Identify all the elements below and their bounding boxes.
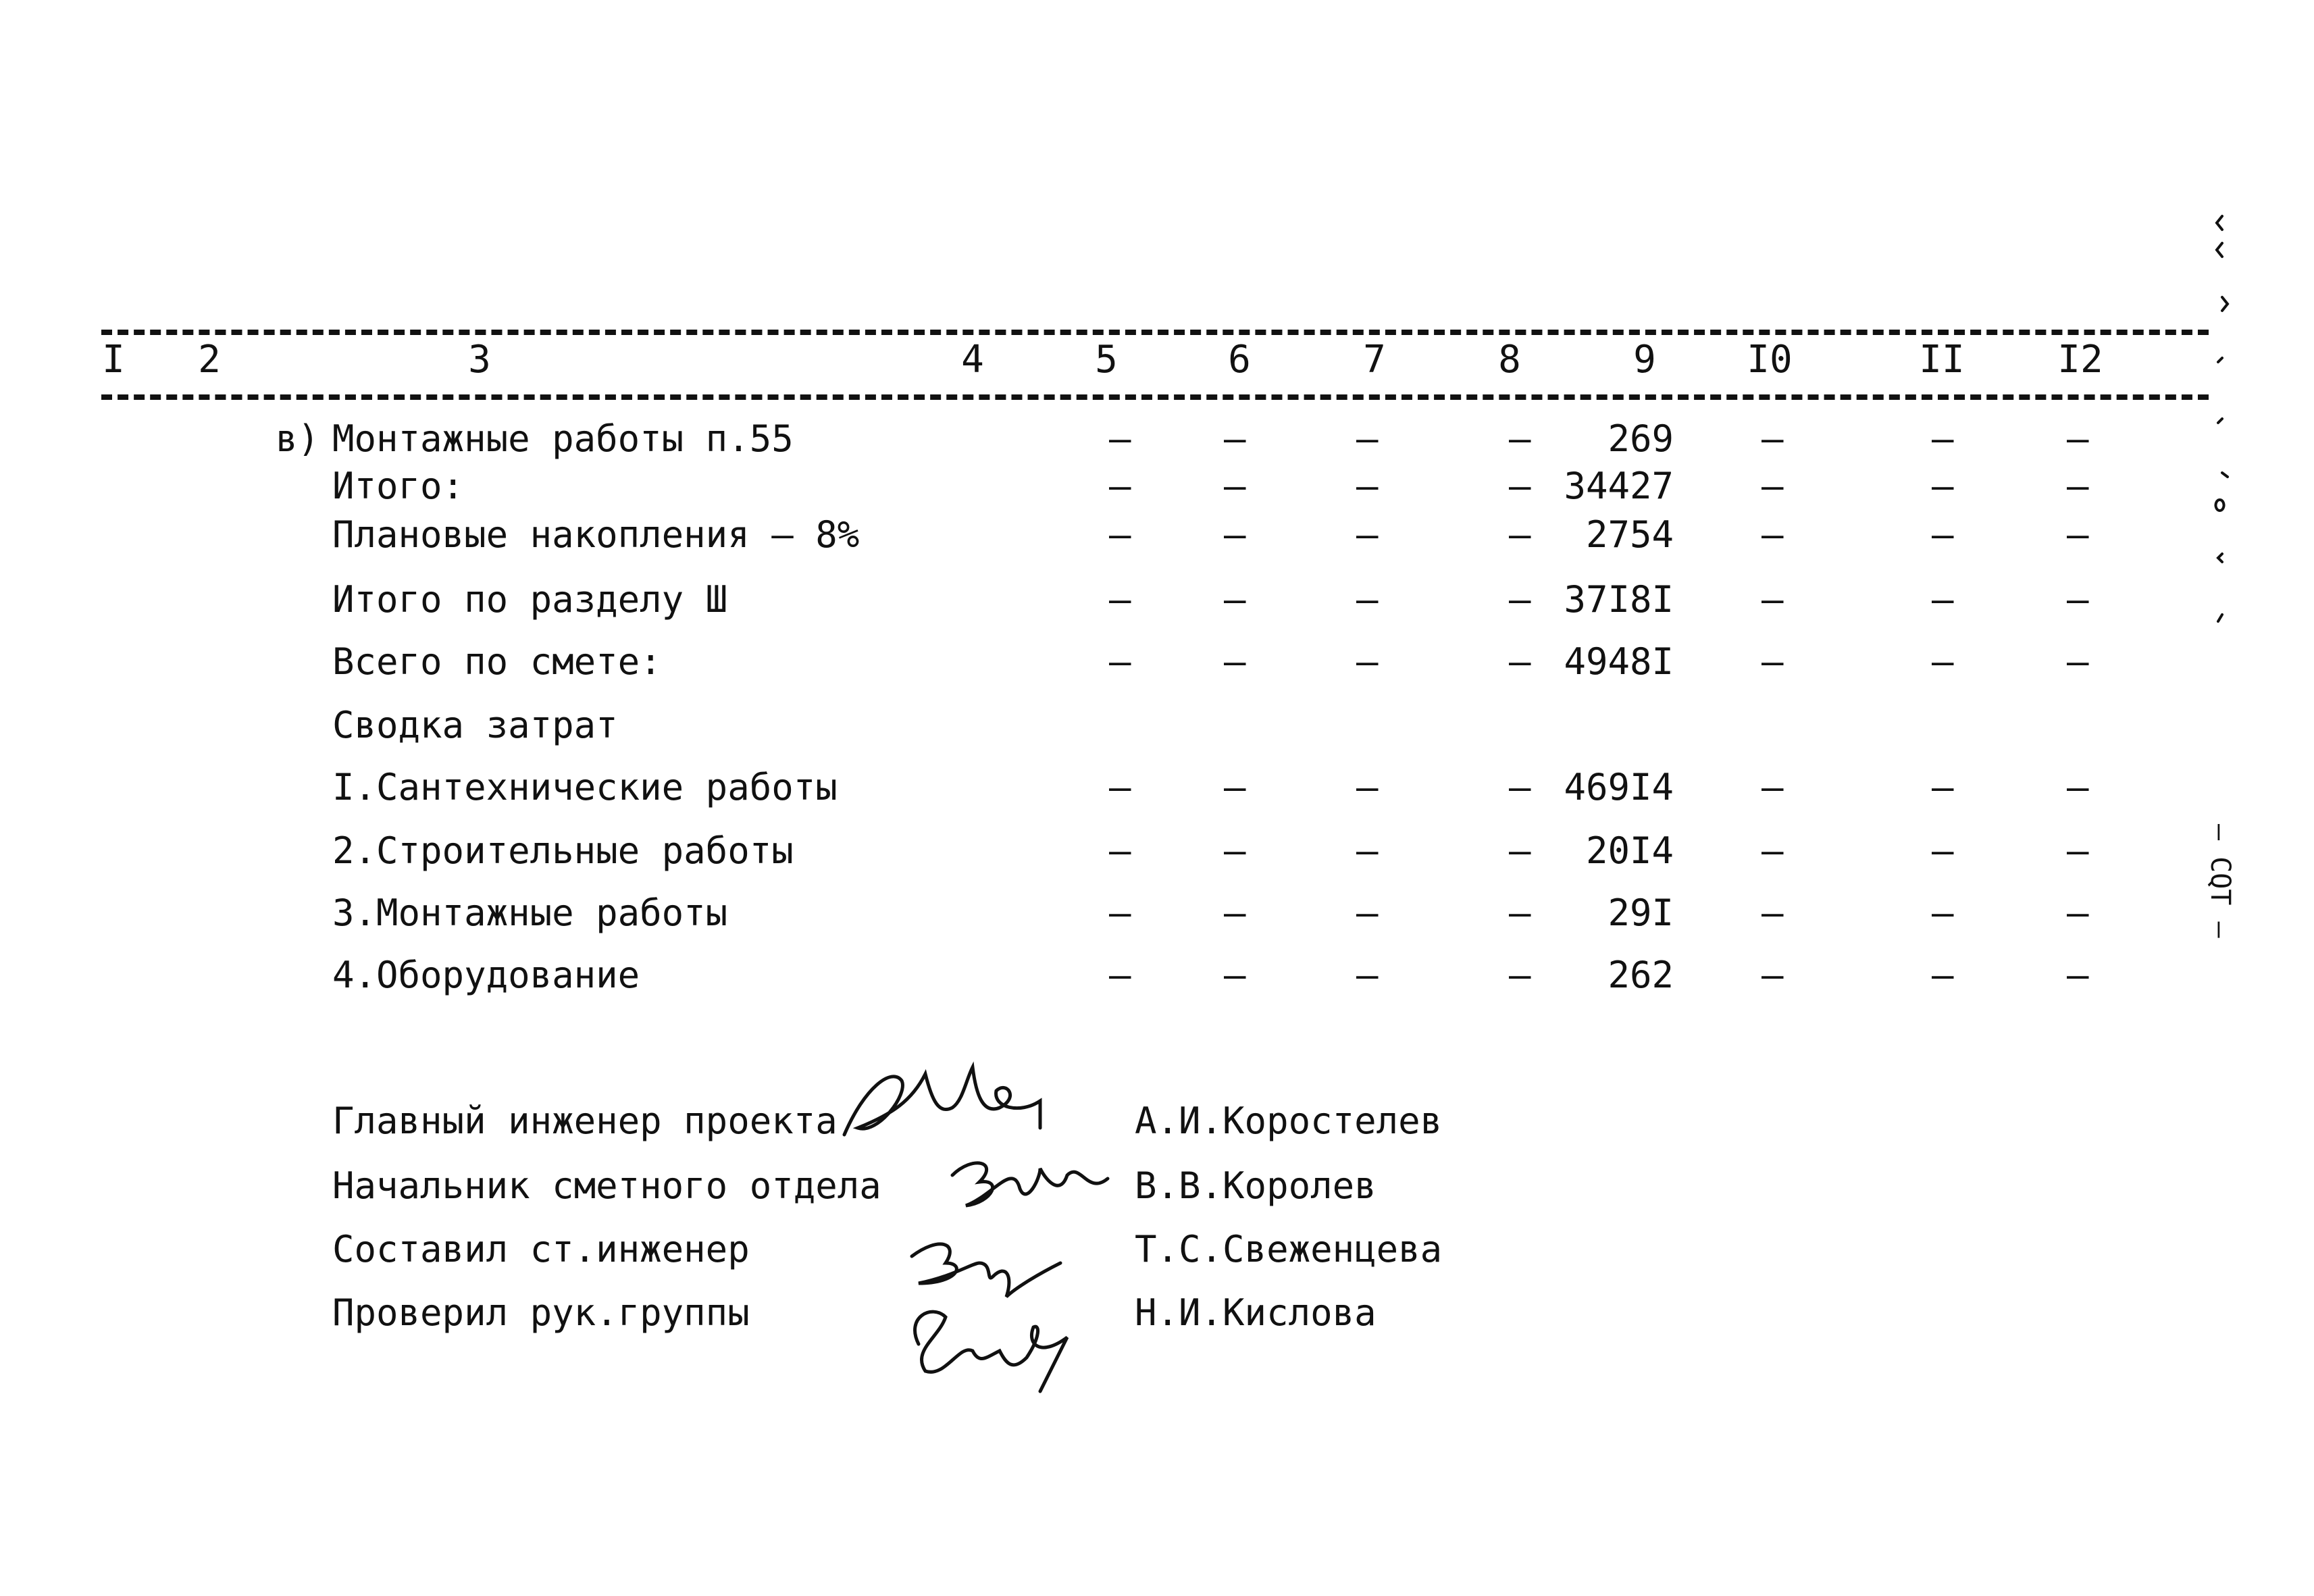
column-header-1: I — [102, 338, 125, 382]
cell-c11: – — [1932, 829, 1954, 872]
margin-note: – СQТ – — [2205, 824, 2236, 938]
column-header-6: 6 — [1228, 338, 1251, 382]
cell-c7: – — [1356, 829, 1379, 872]
cell-c8: – — [1509, 766, 1531, 808]
header-bottom-rule — [101, 394, 2209, 400]
cell-c7: – — [1356, 417, 1379, 460]
signature-title: Главный инженер проекта — [332, 1100, 838, 1142]
cell-c8: – — [1509, 465, 1531, 507]
cell-c7: – — [1356, 465, 1379, 507]
row-label: Итого: — [332, 465, 465, 507]
cell-total: 37I8I — [1564, 578, 1674, 621]
cell-c12: – — [2067, 578, 2089, 621]
row-label: I.Сантехнические работы — [332, 766, 838, 808]
cell-c6: – — [1224, 829, 1246, 872]
header-top-rule — [101, 330, 2209, 335]
cell-c12: – — [2067, 954, 2089, 996]
cell-c10: – — [1762, 829, 1784, 872]
cell-total: 4948I — [1564, 640, 1674, 683]
cell-c10: – — [1762, 417, 1784, 460]
cell-c10: – — [1762, 954, 1784, 996]
signature-name: А.И.Коростелев — [1135, 1100, 1443, 1142]
section-prefix: в) — [276, 417, 320, 460]
row-label: 2.Строительные работы — [332, 829, 794, 872]
cell-c6: – — [1224, 892, 1246, 934]
row-label: Итого по разделу Ш — [332, 578, 728, 621]
signature-name: Н.И.Кислова — [1135, 1291, 1377, 1334]
cell-c6: – — [1224, 954, 1246, 996]
cell-c6: – — [1224, 578, 1246, 621]
signature-title: Составил ст.инженер — [332, 1228, 750, 1270]
cell-c8: – — [1509, 954, 1531, 996]
signature-name: Т.С.Свеженцева — [1135, 1228, 1443, 1270]
cell-total: 29I — [1608, 892, 1674, 934]
cell-c12: – — [2067, 829, 2089, 872]
cell-c11: – — [1932, 954, 1954, 996]
cell-c8: – — [1509, 417, 1531, 460]
row-label: 3.Монтажные работы — [332, 892, 728, 934]
cell-c8: – — [1509, 513, 1531, 556]
signature-title: Начальник сметного отдела — [332, 1164, 881, 1207]
column-header-5: 5 — [1095, 338, 1118, 382]
cell-total: 34427 — [1564, 465, 1674, 507]
cell-c5: – — [1109, 465, 1131, 507]
cell-c5: – — [1109, 954, 1131, 996]
cell-c12: – — [2067, 892, 2089, 934]
cell-c11: – — [1932, 892, 1954, 934]
column-header-12: I2 — [2057, 338, 2103, 382]
cell-c8: – — [1509, 892, 1531, 934]
cell-c6: – — [1224, 766, 1246, 808]
column-header-2: 2 — [198, 338, 221, 382]
cell-c5: – — [1109, 892, 1131, 934]
column-header-10: I0 — [1747, 338, 1793, 382]
row-label: Сводка затрат — [332, 704, 618, 746]
cell-c12: – — [2067, 513, 2089, 556]
column-header-11: II — [1919, 338, 1965, 382]
cell-c6: – — [1224, 640, 1246, 683]
cell-c11: – — [1932, 640, 1954, 683]
column-header-9: 9 — [1633, 338, 1656, 382]
cell-c11: – — [1932, 513, 1954, 556]
cell-c7: – — [1356, 954, 1379, 996]
cell-c10: – — [1762, 640, 1784, 683]
cell-c7: – — [1356, 513, 1379, 556]
cell-c7: – — [1356, 892, 1379, 934]
cell-c8: – — [1509, 578, 1531, 621]
cell-c7: – — [1356, 578, 1379, 621]
column-header-7: 7 — [1363, 338, 1386, 382]
cell-c11: – — [1932, 766, 1954, 808]
cell-c10: – — [1762, 465, 1784, 507]
cell-total: 469I4 — [1564, 766, 1674, 808]
signature-name: В.В.Королев — [1135, 1164, 1377, 1207]
cell-c10: – — [1762, 766, 1784, 808]
cell-c10: – — [1762, 892, 1784, 934]
cell-c10: – — [1762, 578, 1784, 621]
margin-scratch-marks — [2202, 203, 2242, 648]
signature-title: Проверил рук.группы — [332, 1291, 750, 1334]
cell-c12: – — [2067, 417, 2089, 460]
cell-c6: – — [1224, 465, 1246, 507]
cell-c11: – — [1932, 417, 1954, 460]
column-header-3: 3 — [468, 338, 491, 382]
cell-total: 2754 — [1585, 513, 1674, 556]
handwritten-signatures — [838, 1060, 1121, 1398]
cell-c5: – — [1109, 640, 1131, 683]
cell-c12: – — [2067, 465, 2089, 507]
cell-c5: – — [1109, 766, 1131, 808]
cell-c8: – — [1509, 829, 1531, 872]
row-label: 4.Оборудование — [332, 954, 640, 996]
cell-c6: – — [1224, 513, 1246, 556]
column-header-8: 8 — [1498, 338, 1521, 382]
cell-total: 269 — [1608, 417, 1674, 460]
cell-c12: – — [2067, 640, 2089, 683]
cell-c5: – — [1109, 417, 1131, 460]
cell-c11: – — [1932, 465, 1954, 507]
cell-c11: – — [1932, 578, 1954, 621]
cell-c12: – — [2067, 766, 2089, 808]
cell-c7: – — [1356, 766, 1379, 808]
cell-c5: – — [1109, 829, 1131, 872]
cell-total: 262 — [1608, 954, 1674, 996]
row-label: Плановые накопления – 8% — [332, 513, 860, 556]
column-header-4: 4 — [961, 338, 984, 382]
cell-c8: – — [1509, 640, 1531, 683]
row-label: Всего по смете: — [332, 640, 662, 683]
cell-c5: – — [1109, 578, 1131, 621]
row-label: Монтажные работы п.55 — [332, 417, 794, 460]
cell-c5: – — [1109, 513, 1131, 556]
cell-c6: – — [1224, 417, 1246, 460]
cell-total: 20I4 — [1585, 829, 1674, 872]
cell-c10: – — [1762, 513, 1784, 556]
cell-c7: – — [1356, 640, 1379, 683]
